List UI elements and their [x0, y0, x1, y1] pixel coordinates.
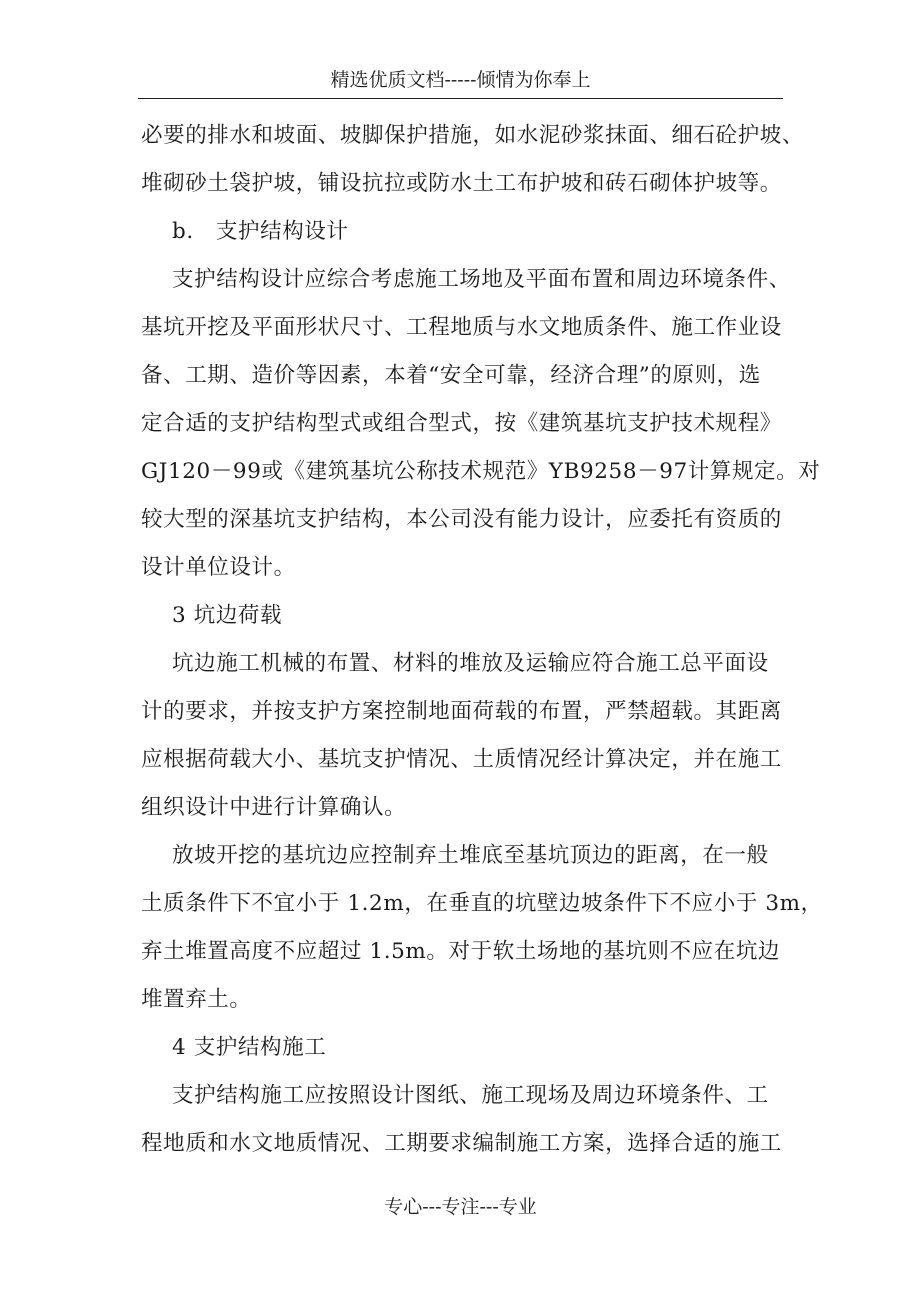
paragraph-line: 设计单位设计。 [141, 555, 296, 580]
page-footer: 专心---专注---专业 [384, 1196, 537, 1218]
paragraph-line: 组织设计中进行计算确认。 [141, 795, 407, 820]
paragraph-line: 定合适的支护结构型式或组合型式，按《建筑基坑支护技术规程》 [141, 411, 782, 436]
paragraph-line: GJ120－99或《建筑基坑公称技术规范》YB9258－97计算规定。对 [141, 459, 821, 484]
paragraph-line: 土质条件下不宜小于 1.2m，在垂直的坑壁边坡条件下不应小于 3m， [141, 891, 823, 916]
paragraph-line: 支护结构施工应按照设计图纸、施工现场及周边环境条件、工 [172, 1083, 769, 1108]
paragraph-line: 基坑开挖及平面形状尺寸、工程地质与水文地质条件、施工作业设 [141, 315, 782, 340]
paragraph-line: 计的要求，并按支护方案控制地面荷载的布置，严禁超载。其距离 [141, 699, 782, 724]
paragraph-line: 弃土堆置高度不应超过 1.5m。对于软土场地的基坑则不应在坑边 [141, 939, 781, 964]
paragraph-line: 应根据荷载大小、基坑支护情况、土质情况经计算决定，并在施工 [141, 747, 782, 772]
paragraph-line: 程地质和水文地质情况、工期要求编制施工方案，选择合适的施工 [141, 1131, 782, 1156]
page-header: 精选优质文档-----倾情为你奉上 [138, 62, 783, 99]
paragraph-line: 较大型的深基坑支护结构，本公司没有能力设计，应委托有资质的 [141, 507, 782, 532]
paragraph-line: 放坡开挖的基坑边应控制弃土堆底至基坑顶边的距离，在一般 [172, 843, 769, 868]
paragraph-line: 堆砌砂土袋护坡，铺设抗拉或防水土工布护坡和砖石砌体护坡等。 [141, 171, 782, 196]
paragraph-line: 坑边施工机械的布置、材料的堆放及运输应符合施工总平面设 [172, 651, 769, 676]
section-heading: 3 坑边荷载 [172, 603, 283, 628]
paragraph-line: 必要的排水和坡面、坡脚保护措施，如水泥砂浆抹面、细石砼护坡、 [141, 123, 805, 148]
paragraph-line: 支护结构设计应综合考虑施工场地及平面布置和周边环境条件、 [172, 267, 791, 292]
paragraph-line: 堆置弃土。 [141, 987, 252, 1012]
paragraph-line: 备、工期、造价等因素，本着“安全可靠，经济合理”的原则，选 [141, 363, 761, 388]
section-heading: 4 支护结构施工 [172, 1035, 327, 1060]
section-heading: b. 支护结构设计 [172, 219, 349, 244]
